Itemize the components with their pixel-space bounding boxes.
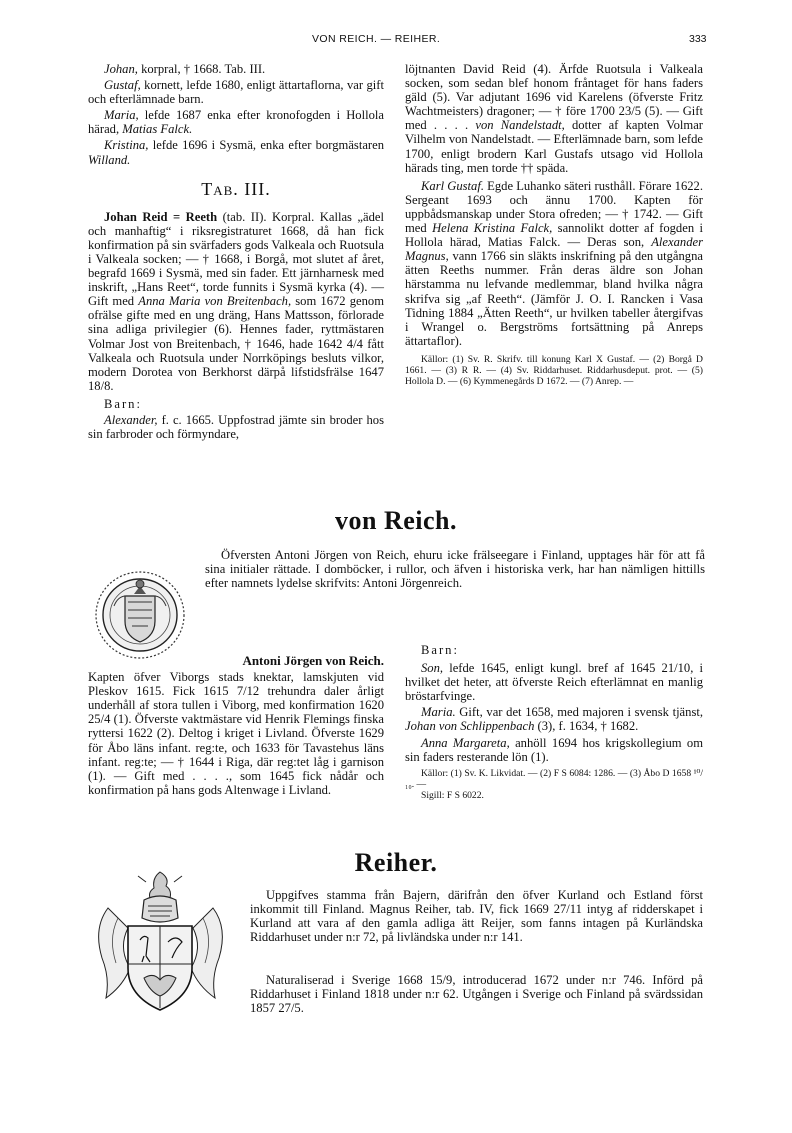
reiher-paragraph-2: Naturaliserad i Sverige 1668 15/9, introducerad 1672 under n:r 746. Införd på Riddarhuset i Finland 1818 under n:r 62. Utgången i Sverige och Finland på svärdssidan 1857 27/5. bbox=[250, 973, 704, 1016]
entry-johan: Johan, korpral, † 1668. Tab. III. bbox=[104, 62, 266, 76]
seal-icon bbox=[90, 566, 190, 664]
running-title: VON REICH. — REIHER. bbox=[312, 33, 441, 45]
sources-von-reich: Källor: (1) Sv. K. Likvidat. — (2) F S 6084: 1286. — (3) Åbo D 1658 ¹⁰/₁₀. — bbox=[405, 767, 703, 790]
right-column bbox=[405, 62, 703, 387]
johan-reid-paragraph: Johan Reid = Reeth (tab. II). Korpral. Kallas „ädel och manhaftig“ i riksregistraturet 1668, då han fick konfirmation på sin svärfaders gods Valkeala och Ruotsula i Valkeala socken; — † 1668, i Borgå, mot slutet af året, begrafd 1669 i Sysmä, med sin fader. Ett järnharnesk med inskrift, „Hans Reet“, torde funnits i Sysmä kyrka (4). — Gift med Anna Maria von Breitenbach, som 1672 genom ofrälse gifte med en ung dräng, Hans Mattsson, förlorade sina adliga privilegier (6). Hennes fader, ryttmästaren Volmar Jost von Breitenbach, † 1646, hade 1642 4/4 fått Valkeala och Ruotsula under Norrköpings besluts vilkor, modern Dorotea von Berkhorst därpå lifstidsfrälse 1647 18/8. bbox=[88, 209, 385, 393]
child-son: Son, lefde 1645, enligt kungl. bref af 1645 21/10, i hvilket det heter, att öfverste Reich efterlämnat en manlig bröstarfvinge. bbox=[405, 661, 704, 704]
barn-label: Barn: bbox=[104, 396, 142, 411]
sigill-von-reich: Sigill: F S 6022. bbox=[421, 789, 484, 801]
reiher-upper-text bbox=[250, 888, 703, 946]
tab-heading: Tab. III. bbox=[201, 178, 271, 199]
von-reich-children-column bbox=[405, 643, 703, 801]
person-heading: Antoni Jörgen von Reich. bbox=[242, 653, 384, 668]
child-maria: Maria. Gift, var det 1658, med majoren i svensk tjänst, Johan von Schlippenbach (3), f. 1634, † 1682. bbox=[405, 705, 703, 734]
person-text: Kapten öfver Viborgs stads knektar, lamskjuten vid Pleskov 1615. Fick 1615 7/12 trehundra daler årligt underhåll af stora tullen i Viborg, med konfirmation 1620 25/4 (1). Öfverste vaktmästare vid Henrik Flemings finska ryttersi 1622 (2). Deltog i kriget i Livland. Öfverste 1629 för Åbo läns infant. reg:te, och 1633 för Tavastehus läns infant. reg:te; — † 1644 i Riga, där reg:tet låg i garnison (1). — Gift med . . . ., som 1645 fick nådår och konfirmation på hans gods Altenwage i Livland. bbox=[88, 670, 384, 797]
entry-kristina: Kristina, lefde 1696 i Sysmä, enka efter borgmästaren Willand. bbox=[88, 138, 384, 167]
entry-maria: Maria, lefde 1687 enka efter kronofogden i Hollola härad, Matias Falck. bbox=[88, 108, 384, 137]
left-column bbox=[88, 62, 384, 443]
page-number: 333 bbox=[689, 33, 707, 45]
entry-gustaf: Gustaf, kornett, lefde 1680, enligt ättartaflorna, var gift och efterlämnade barn. bbox=[88, 78, 384, 107]
reiher-lower-text bbox=[88, 973, 703, 1017]
sources-reeth: Källor: (1) Sv. R. Skrifv. till konung Karl X Gustaf. — (2) Borgå D 1661. — (3) R R. — (4) Sv. Riddarhuset. Riddarhusdeput. prot. — (5) Hollola D. — (6) Kymmenegårds D 1672. — (7) Anrep. — bbox=[405, 353, 703, 387]
alexander-continued: löjtnanten David Reid (4). Ärfde Ruotsula i Valkeala socken, som sedan blef honom fråntaget för hans faders gäld (5). Var adjutant 1696 vid Karelens (öfverste Fritz Wachtmeisters) dragoner; — † före 1700 23/5 (5). — Gift med . . . . von Nandelstadt, dotter af kapten Volmar Vilhelm von Nandelstadt. — Efterlämnade barn, som lefde 1700, enligt brodern Karl Gustafs utsago vid Hollola härads ting, men torde †† späda. bbox=[405, 62, 703, 175]
antoni-column bbox=[88, 654, 384, 799]
von-reich-intro-text: Öfversten Antoni Jörgen von Reich, ehuru icke frälseegare i Finland, upptages här för att få sina initialer rättade. I domböcker, i rullor, och äfven i historiska verk, har han nämligen hittills efter namnets lydelse skrifvits: Antoni Jörgenreich. bbox=[205, 548, 705, 591]
entry-karl-gustaf: Karl Gustaf. Egde Luhanko säteri rusthåll. Förare 1622. Sergeant 1693 och ännu 1700. Kapten för uppbådsmanskap under Stora ofreden; — † 1742. — Gift med Helena Kristina Falck, sannolikt dotter af fogden i Hollola härad, Matias Falck. — Deras son, Alexander Magnus, vann 1766 sin släkts inskrifning på den utgångna ätten Reeths nummer. Från deras äldre son Johan härstamma nu lefvande medlemmar, bland hvilka några skrifva sig „af Reeth“. (Jämför J. O. I. Rancken i Vasa Tidning 1884 „Ätten Reeth“, ur hvilken tabeller återgifvas i Wrangel o. Bergströms fortsättning på Anreps ättartaflor). bbox=[405, 178, 704, 348]
child-anna-margareta: Anna Margareta, anhöll 1694 hos krigskollegium om sin faders resterande lön (1). bbox=[405, 735, 703, 764]
von-reich-title: von Reich. bbox=[335, 506, 457, 535]
reiher-title: Reiher. bbox=[354, 848, 438, 877]
von-reich-intro bbox=[205, 548, 705, 592]
von-reich-barn-label: Barn: bbox=[421, 643, 459, 657]
reiher-paragraph-1: Uppgifves stamma från Bajern, därifrån den öfver Kurland och Estland först inkommit till Finland. Magnus Reiher, tab. IV, fick 1669 27/11 intyg af ridderskapet i Kurland att vara af den gamla adliga ätt Reijer, som fanns intagen på Kurländska Riddarhuset under n:r 72, på livländska under n:r 141. bbox=[250, 888, 703, 945]
entry-alexander: Alexander, f. c. 1665. Uppfostrad jämte sin broder hos sin farbroder och förmyndare, bbox=[88, 412, 384, 442]
